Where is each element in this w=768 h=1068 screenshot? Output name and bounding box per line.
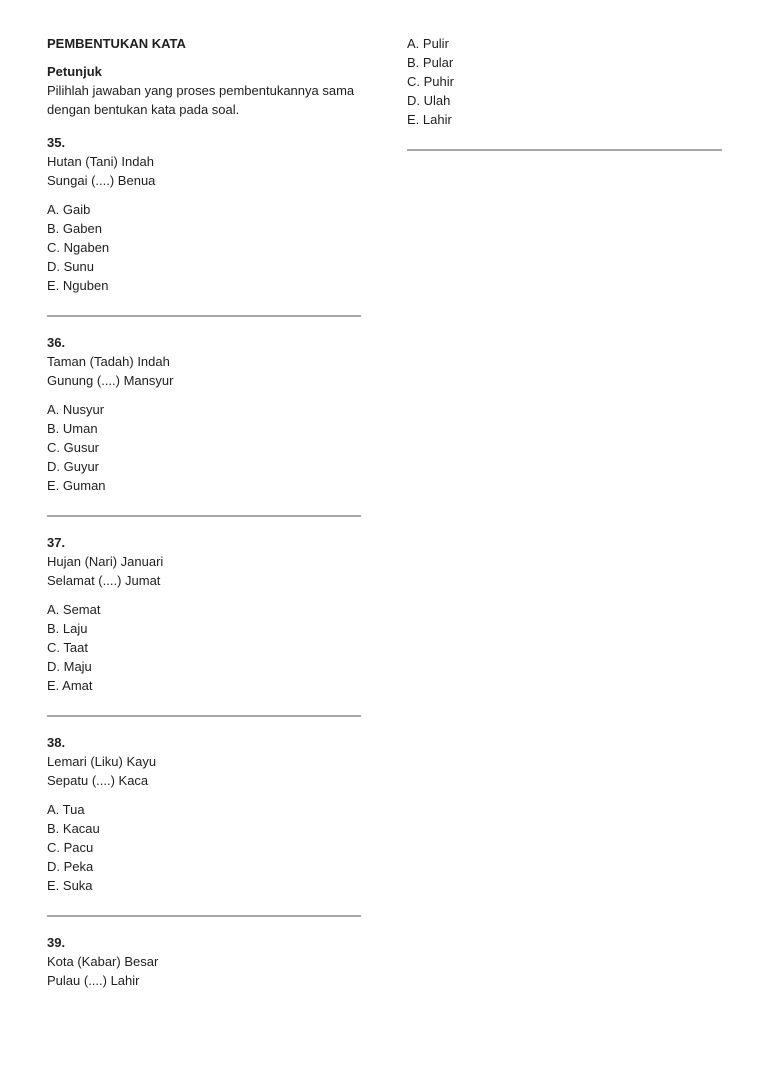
option-item: A. Pulir [407, 36, 449, 51]
option-item: A. Tua [47, 802, 85, 817]
options-list [407, 34, 722, 129]
option-item: C. Puhir [407, 74, 454, 89]
question-stem: Pulau (....) Lahir [47, 973, 140, 988]
question-stem: Selamat (....) Jumat [47, 573, 161, 588]
option-item: E. Lahir [407, 112, 452, 127]
question-divider [47, 315, 361, 317]
question-divider [407, 149, 722, 151]
options-list [47, 200, 361, 295]
question-divider [47, 515, 361, 517]
options-list [47, 400, 361, 495]
option-item: E. Nguben [47, 278, 109, 293]
right-column [407, 34, 722, 1068]
option-item: B. Laju [47, 621, 88, 636]
question-block-36 [47, 333, 361, 495]
option-item: B. Pular [407, 55, 454, 70]
instructions-heading: Petunjuk [47, 64, 102, 79]
question-stem: Gunung (....) Mansyur [47, 373, 174, 388]
question-divider [47, 915, 361, 917]
option-item: A. Gaib [47, 202, 91, 217]
question-block-37 [47, 533, 361, 695]
question-number: 38. [47, 735, 66, 750]
options-list [47, 800, 361, 895]
question-block-35 [47, 133, 361, 295]
option-item: A. Semat [47, 602, 101, 617]
option-item: B. Uman [47, 421, 98, 436]
option-item: B. Kacau [47, 821, 100, 836]
question-stem: Taman (Tadah) Indah [47, 354, 170, 369]
page-title: PEMBENTUKAN KATA [47, 36, 186, 51]
question-number: 36. [47, 335, 66, 350]
option-item: D. Sunu [47, 259, 94, 274]
left-column [47, 34, 361, 1068]
options-list [47, 600, 361, 695]
option-item: E. Amat [47, 678, 93, 693]
option-item: E. Guman [47, 478, 106, 493]
option-item: E. Suka [47, 878, 93, 893]
question-number: 37. [47, 535, 66, 550]
option-item: D. Peka [47, 859, 94, 874]
question-stem: Sepatu (....) Kaca [47, 773, 149, 788]
option-item: D. Maju [47, 659, 92, 674]
question-stem: Sungai (....) Benua [47, 173, 156, 188]
question-stem: Lemari (Liku) Kayu [47, 754, 157, 769]
option-item: C. Ngaben [47, 240, 110, 255]
question-stem: Hutan (Tani) Indah [47, 154, 154, 169]
option-item: C. Pacu [47, 840, 94, 855]
option-item: D. Guyur [47, 459, 100, 474]
question-stem: Kota (Kabar) Besar [47, 954, 159, 969]
question-number: 39. [47, 935, 66, 950]
question-number: 35. [47, 135, 66, 150]
question-block-39 [47, 933, 361, 990]
question-stem: Hujan (Nari) Januari [47, 554, 164, 569]
option-item: C. Taat [47, 640, 88, 655]
option-item: A. Nusyur [47, 402, 105, 417]
question-divider [47, 715, 361, 717]
option-item: C. Gusur [47, 440, 100, 455]
question-block-38 [47, 733, 361, 895]
instructions-text: Pilihlah jawaban yang proses pembentukannya sama dengan bentukan kata pada soal. [47, 83, 355, 117]
option-item: B. Gaben [47, 221, 102, 236]
option-item: D. Ulah [407, 93, 451, 108]
